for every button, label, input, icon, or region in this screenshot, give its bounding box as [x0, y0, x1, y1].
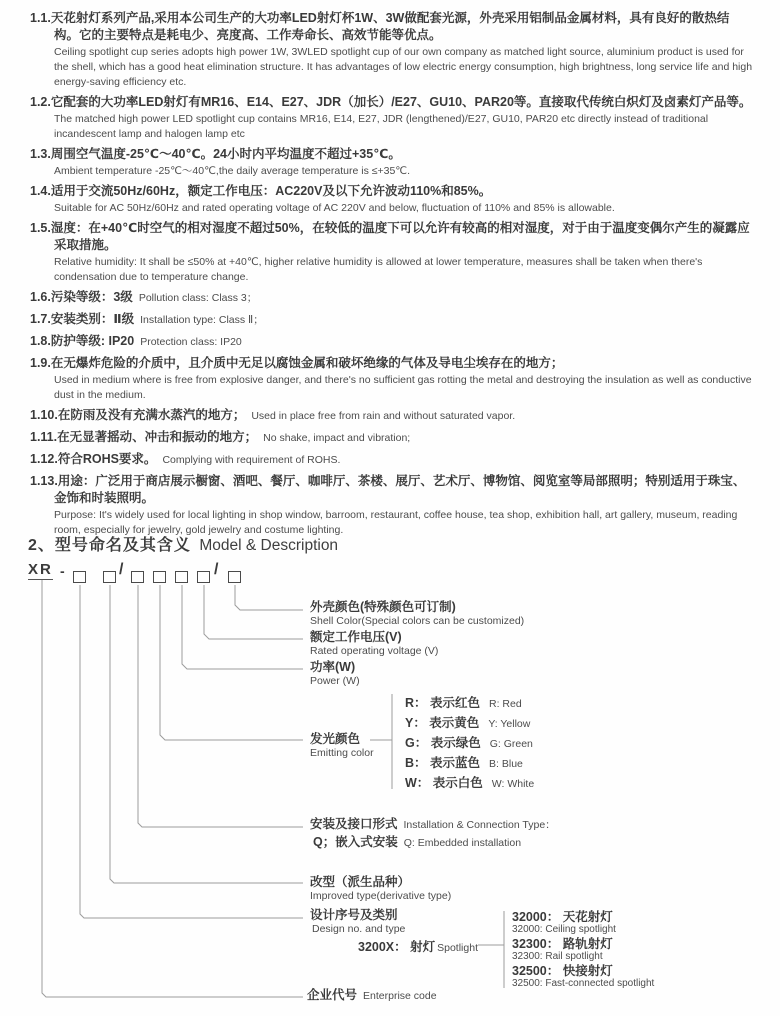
emitting-option-zh: G： 表示绿色: [405, 736, 481, 750]
connector-voltage: [204, 585, 303, 639]
item-en-text: Relative humidity: It shall be ≤50% at +40℃, higher relative humidity is allowed at lower temperature, measures shall be taken when there's condensation due to temperature change.: [54, 256, 703, 283]
label-installation-en: Installation & Connection Type：: [403, 819, 556, 831]
item-zh-text: 湿度：在+40℃时空气的相对湿度不超过50%，在较低的温度下可以允许有较高的相对湿度，对于由于温度变偶尔产生的凝露应采取措施。: [50, 221, 750, 252]
emitting-option-en: G: Green: [489, 738, 533, 750]
label-rated-voltage-en: Rated operating voltage (V): [310, 645, 439, 657]
item-en-text: Installation type: Class Ⅱ；: [140, 314, 264, 326]
list-item: [30, 311, 754, 329]
design-option-zh: 32300： 路轨射灯: [512, 937, 613, 951]
item-zh-text: 符合ROHS要求。: [57, 452, 157, 466]
design-option-en: 32500: Fast-connected spotlight: [512, 978, 655, 989]
label-power-zh: 功率(W): [310, 660, 356, 674]
label-installation-zh-text: 安装及接口形式: [310, 817, 398, 831]
model-box-1: [73, 571, 86, 583]
item-number: 1.2.: [30, 95, 51, 109]
label-installation-q-zh: Q；嵌入式安装: [313, 835, 398, 849]
item-zh-text: 安装类别：Ⅱ级: [50, 312, 135, 326]
item-number: 1.6.: [30, 290, 51, 304]
connector-improved-type: [110, 585, 303, 883]
item-zh-line: [30, 289, 754, 307]
emitting-option-zh: B： 表示蓝色: [405, 756, 481, 770]
item-zh-text: 在防雨及没有充满水蒸汽的地方；: [57, 408, 246, 422]
item-zh-line: [30, 451, 754, 469]
model-box-3: [131, 571, 144, 583]
label-power: [310, 660, 360, 688]
emitting-option-red: [405, 693, 522, 712]
section2-heading: [28, 532, 338, 555]
item-en-text: Ceiling spotlight cup series adopts high power 1W, 3WLED spotlight cup of our own company as matched light source, aluminium product is used for the shell, which has a good heat elimination structure. It has advantages of low electric energy consumption, high brightness, long service life and high energy-saving efficiency etc.: [54, 46, 753, 88]
emitting-option-zh: W： 表示白色: [405, 776, 483, 790]
item-zh-text: 在无爆炸危险的介质中，且介质中无足以腐蚀金属和破坏绝缘的气体及导电尘埃存在的地方；: [50, 356, 564, 370]
item-zh-text: 适用于交流50Hz/60Hz，额定工作电压：AC220V及以下允许波动110%和85%。: [50, 184, 492, 198]
item-zh-line: [30, 94, 754, 111]
list-item: [30, 333, 754, 351]
model-dash: -: [60, 563, 65, 579]
connector-installation: [138, 585, 303, 827]
label-installation-zh: [310, 817, 556, 833]
item-en-text: The matched high power LED spotlight cup contains MR16, E14, E27, JDR (lengthened)/E27, GU10, PAR20 etc directly instead of traditional incandescent lamp and halogen lamp etc: [54, 113, 709, 140]
item-zh-line: [30, 311, 754, 329]
label-emitting-color-en: Emitting color: [310, 747, 374, 759]
item-en-text: Protection class: IP20: [140, 336, 242, 348]
emitting-option-en: B: Blue: [489, 758, 523, 770]
connector-design-no: [80, 585, 303, 918]
item-number: 1.5.: [30, 221, 51, 235]
model-box-5: [175, 571, 188, 583]
item-en-text: Used in medium where is free from explosive danger, and there's no sufficient gas rotting the metal and destroying the insulation as well as conductive dust in the medium.: [54, 374, 752, 401]
list-item: [30, 355, 754, 403]
model-slash-1: /: [119, 561, 124, 578]
design-option-fast-connected: [512, 965, 654, 989]
list-item: [30, 146, 754, 179]
item-zh-text: 防护等级: IP20: [50, 334, 135, 348]
list-item: [30, 289, 754, 307]
label-installation-q-en: Q: Embedded installation: [403, 837, 522, 849]
item-number: 1.3.: [30, 147, 51, 161]
item-number: 1.7.: [30, 312, 51, 326]
design-option-zh: 32500： 快接射灯: [512, 964, 613, 978]
emitting-option-en: Y: Yellow: [488, 718, 531, 730]
label-enterprise-code-zh-text: 企业代号: [307, 988, 358, 1002]
connector-enterprise-code: [42, 580, 303, 997]
design-option-en: 32000: Ceiling spotlight: [512, 924, 616, 935]
item-en-text: Purpose: It's widely used for local lighting in shop window, barroom, restaurant, coffee house, tea shop, exhibition hall, art gallery, museum, reading room, especially for jewelry, gold jewelry and costume lighting.: [54, 509, 738, 536]
model-box-2: [103, 571, 116, 583]
design-series: [358, 938, 478, 956]
label-emitting-color: [310, 732, 374, 760]
label-design-no: [310, 908, 405, 936]
connector-shell-color: [235, 585, 303, 610]
design-option-zh: 32000： 天花射灯: [512, 910, 613, 924]
feature-list: [30, 10, 754, 542]
emitting-option-en: R: Red: [489, 698, 522, 710]
model-box-6: [197, 571, 210, 583]
design-option-en: 32300: Rail spotlight: [512, 951, 603, 962]
item-zh-text: 用途：广泛用于商店展示橱窗、酒吧、餐厅、咖啡厅、茶楼、展厅、艺术厅、博物馆、阅览室等局部照明；特别适用于珠宝、金饰和时装照明。: [54, 474, 746, 505]
item-zh-line: [30, 473, 754, 507]
list-item: [30, 183, 754, 216]
item-zh-text: 在无显著摇动、冲击和振动的地方；: [57, 430, 258, 444]
design-option-ceiling: [512, 911, 654, 935]
list-item: [30, 10, 754, 90]
item-zh-text: 周围空气温度-25℃～40℃。24小时内平均温度不超过+35℃。: [50, 147, 401, 161]
list-item: [30, 220, 754, 285]
section2-heading-zh: 2、型号命名及其含义: [28, 537, 191, 554]
label-improved-type-en: Improved type(derivative type): [310, 890, 452, 902]
list-item: [30, 429, 754, 447]
item-number: 1.4.: [30, 184, 51, 198]
item-zh-text: 它配套的大功率LED射灯有MR16、E14、E27、JDR（加长）/E27、GU10、PAR20等。直接取代传统白炽灯及卤素灯产品等。: [50, 95, 752, 109]
label-shell-color-en: Shell Color(Special colors can be customized): [310, 615, 525, 627]
label-improved-type: [310, 875, 451, 903]
item-zh-line: [30, 355, 754, 372]
model-box-7: [228, 571, 241, 583]
label-shell-color-zh: 外壳颜色(特殊颜色可订制): [310, 600, 456, 614]
label-emitting-color-zh: 发光颜色: [310, 732, 361, 746]
item-zh-text: 天花射灯系列产品,采用本公司生产的大功率LED射灯杯1W、3W做配套光源，外壳采用铝制品金属材料，具有良好的散热结构。它的主要特点是耗电少、亮度高、工作寿命长、高效节能等优点。: [50, 11, 730, 42]
emitting-option-en: W: White: [491, 778, 535, 790]
item-number: 1.9.: [30, 356, 51, 370]
label-rated-voltage-zh: 额定工作电压(V): [310, 630, 402, 644]
item-number: 1.11.: [30, 430, 58, 444]
connector-power: [182, 585, 303, 669]
label-design-no-en: Design no. and type: [312, 923, 406, 935]
model-slash-2: /: [214, 561, 219, 578]
item-number: 1.10.: [30, 408, 58, 422]
design-series-zh: 3200X： 射灯: [358, 940, 436, 954]
emitting-option-blue: [405, 753, 523, 772]
item-number: 1.1.: [30, 11, 51, 25]
item-en-text: Ambient temperature -25℃～40℃,the daily average temperature is ≤+35℃.: [54, 165, 411, 177]
list-item: [30, 94, 754, 142]
model-prefix: XR: [28, 561, 53, 578]
emitting-option-green: [405, 733, 533, 752]
list-item: [30, 451, 754, 469]
label-design-no-zh: 设计序号及类别: [310, 908, 398, 922]
emitting-option-white: [405, 773, 534, 792]
item-zh-line: [30, 333, 754, 351]
label-enterprise-code: [307, 988, 437, 1004]
design-option-rail: [512, 938, 654, 962]
label-installation-type: [310, 817, 556, 851]
emitting-option-zh: R： 表示红色: [405, 696, 481, 710]
emitting-option-zh: Y： 表示黄色: [405, 716, 480, 730]
item-zh-line: [30, 10, 754, 44]
item-zh-line: [30, 407, 754, 425]
item-number: 1.13.: [30, 474, 58, 488]
label-rated-voltage: [310, 630, 438, 658]
list-item: [30, 473, 754, 538]
label-shell-color: [310, 600, 524, 628]
item-number: 1.12.: [30, 452, 58, 466]
design-options: [512, 911, 654, 992]
item-zh-line: [30, 429, 754, 447]
item-en-text: No shake, impact and vibration;: [263, 432, 411, 444]
emitting-option-yellow: [405, 713, 530, 732]
label-enterprise-code-zh: [307, 988, 437, 1004]
item-en-text: Used in place free from rain and without saturated vapor.: [251, 410, 516, 422]
list-item: [30, 407, 754, 425]
item-en-text: Pollution class: Class 3；: [138, 292, 258, 304]
item-zh-line: [30, 146, 754, 163]
design-series-en: Spotlight: [437, 942, 478, 954]
label-enterprise-code-en: Enterprise code: [363, 990, 437, 1002]
item-en-text: Suitable for AC 50Hz/60Hz and rated operating voltage of AC 220V and below, fluctuation of 110% and 85% is allowable.: [54, 202, 615, 214]
item-number: 1.8.: [30, 334, 51, 348]
item-zh-line: [30, 183, 754, 200]
item-zh-text: 污染等级：3级: [50, 290, 133, 304]
label-improved-type-zh: 改型（派生品种）: [310, 875, 411, 889]
label-installation-q-line: [310, 835, 556, 851]
model-box-4: [153, 571, 166, 583]
connector-emitting-color: [160, 585, 303, 740]
item-en-text: Complying with requirement of ROHS.: [162, 454, 341, 466]
section2-heading-en: Model & Description: [199, 537, 339, 554]
label-power-en: Power (W): [310, 675, 360, 687]
item-zh-line: [30, 220, 754, 254]
